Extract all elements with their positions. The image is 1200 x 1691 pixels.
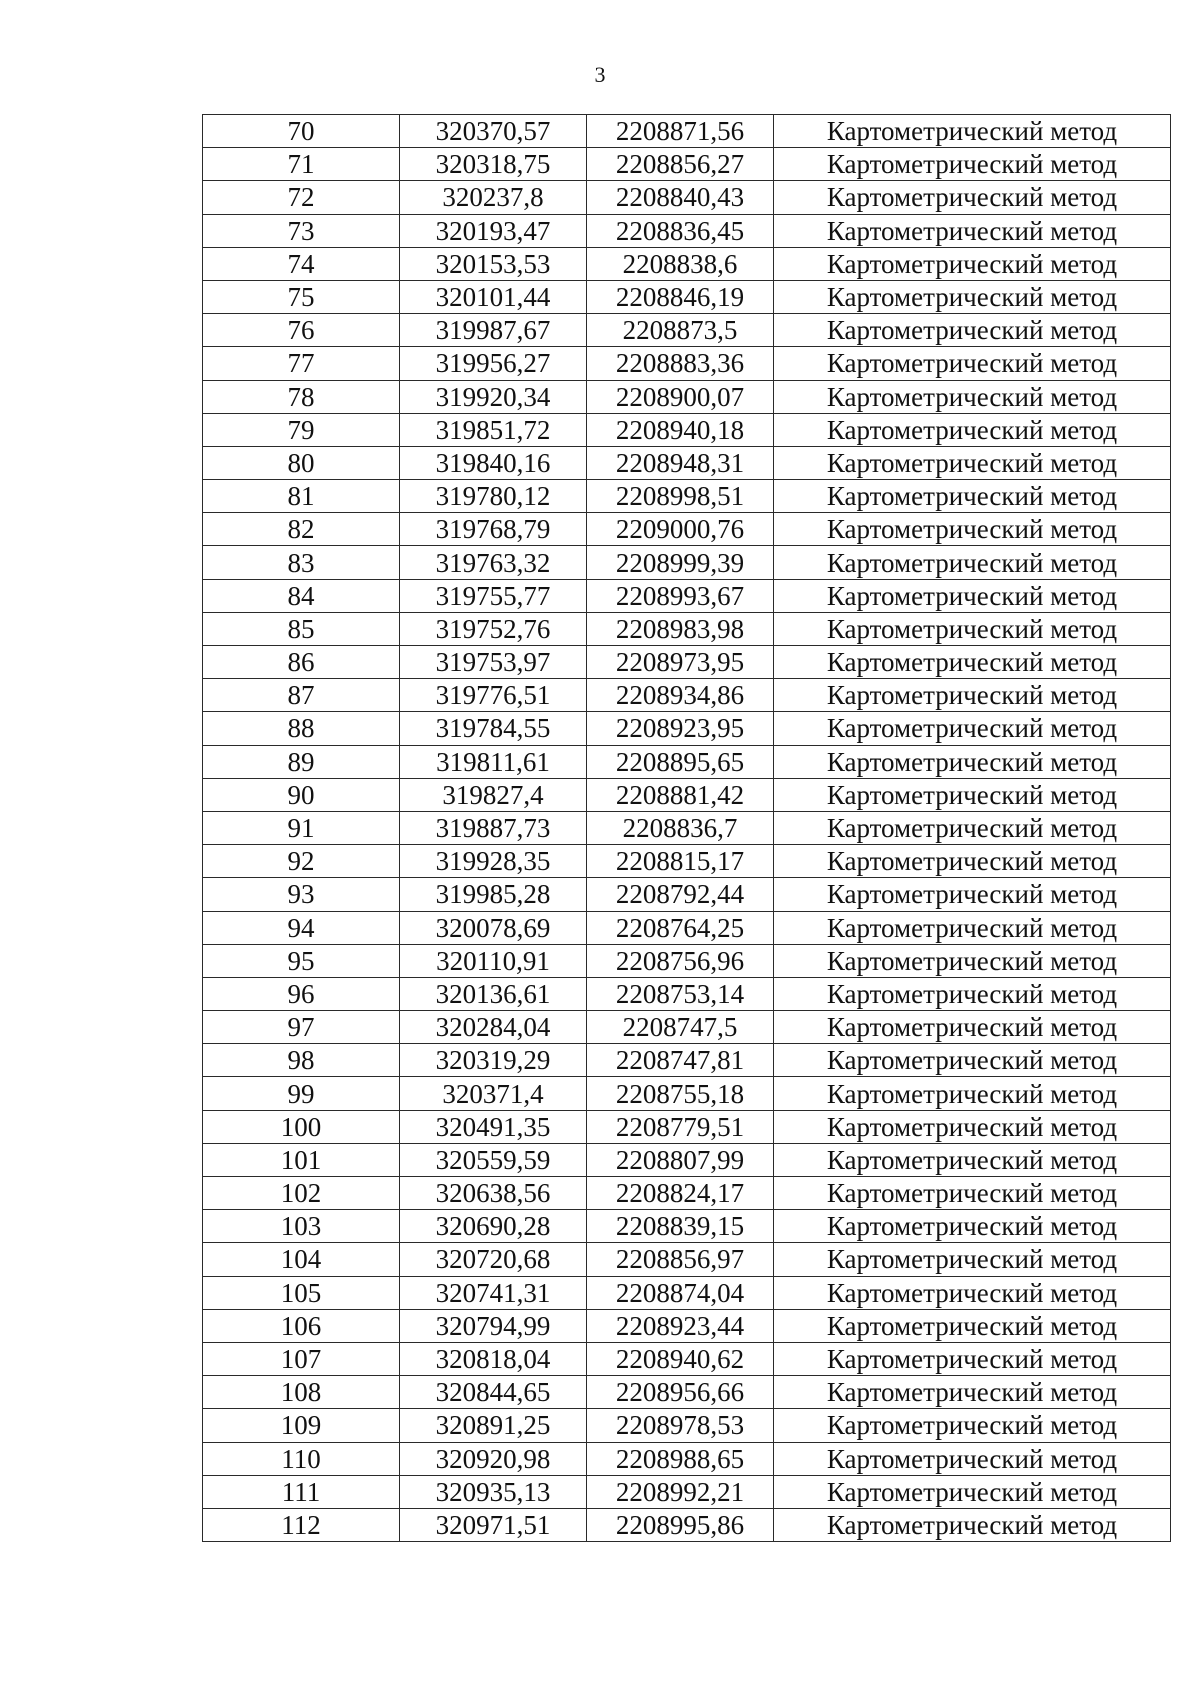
table-row bbox=[203, 1177, 1171, 1210]
x-coordinate-cell: 320891,25 bbox=[400, 1409, 587, 1442]
method-cell: Картометрический метод bbox=[774, 480, 1171, 513]
point-number-cell: 80 bbox=[203, 446, 400, 479]
method-cell: Картометрический метод bbox=[774, 446, 1171, 479]
x-coordinate-cell: 319887,73 bbox=[400, 811, 587, 844]
method-cell: Картометрический метод bbox=[774, 546, 1171, 579]
y-coordinate-cell: 2208874,04 bbox=[587, 1276, 774, 1309]
point-number-cell: 108 bbox=[203, 1376, 400, 1409]
method-cell: Картометрический метод bbox=[774, 1276, 1171, 1309]
point-number-cell: 81 bbox=[203, 480, 400, 513]
y-coordinate-cell: 2208779,51 bbox=[587, 1110, 774, 1143]
table-row bbox=[203, 1309, 1171, 1342]
x-coordinate-cell: 320370,57 bbox=[400, 115, 587, 148]
table-row bbox=[203, 1475, 1171, 1508]
x-coordinate-cell: 320844,65 bbox=[400, 1376, 587, 1409]
point-number-cell: 87 bbox=[203, 679, 400, 712]
table-row bbox=[203, 513, 1171, 546]
point-number-cell: 102 bbox=[203, 1177, 400, 1210]
method-cell: Картометрический метод bbox=[774, 1077, 1171, 1110]
method-cell: Картометрический метод bbox=[774, 181, 1171, 214]
point-number-cell: 88 bbox=[203, 712, 400, 745]
point-number-cell: 84 bbox=[203, 579, 400, 612]
table-row bbox=[203, 1508, 1171, 1541]
y-coordinate-cell: 2208988,65 bbox=[587, 1442, 774, 1475]
point-number-cell: 112 bbox=[203, 1508, 400, 1541]
point-number-cell: 73 bbox=[203, 214, 400, 247]
method-cell: Картометрический метод bbox=[774, 579, 1171, 612]
coordinates-table bbox=[202, 114, 1171, 1542]
x-coordinate-cell: 319755,77 bbox=[400, 579, 587, 612]
method-cell: Картометрический метод bbox=[774, 612, 1171, 645]
method-cell: Картометрический метод bbox=[774, 977, 1171, 1010]
x-coordinate-cell: 319827,4 bbox=[400, 778, 587, 811]
point-number-cell: 98 bbox=[203, 1044, 400, 1077]
method-cell: Картометрический метод bbox=[774, 513, 1171, 546]
method-cell: Картометрический метод bbox=[774, 347, 1171, 380]
table-row bbox=[203, 1442, 1171, 1475]
y-coordinate-cell: 2208883,36 bbox=[587, 347, 774, 380]
method-cell: Картометрический метод bbox=[774, 1210, 1171, 1243]
point-number-cell: 109 bbox=[203, 1409, 400, 1442]
point-number-cell: 82 bbox=[203, 513, 400, 546]
table-row bbox=[203, 115, 1171, 148]
point-number-cell: 71 bbox=[203, 148, 400, 181]
method-cell: Картометрический метод bbox=[774, 745, 1171, 778]
table-row bbox=[203, 944, 1171, 977]
method-cell: Картометрический метод bbox=[774, 1508, 1171, 1541]
table-row bbox=[203, 1342, 1171, 1375]
table-row bbox=[203, 679, 1171, 712]
method-cell: Картометрический метод bbox=[774, 1309, 1171, 1342]
point-number-cell: 99 bbox=[203, 1077, 400, 1110]
x-coordinate-cell: 319784,55 bbox=[400, 712, 587, 745]
point-number-cell: 91 bbox=[203, 811, 400, 844]
x-coordinate-cell: 320078,69 bbox=[400, 911, 587, 944]
table-row bbox=[203, 1409, 1171, 1442]
x-coordinate-cell: 320559,59 bbox=[400, 1143, 587, 1176]
y-coordinate-cell: 2208940,18 bbox=[587, 413, 774, 446]
method-cell: Картометрический метод bbox=[774, 247, 1171, 280]
point-number-cell: 70 bbox=[203, 115, 400, 148]
x-coordinate-cell: 319776,51 bbox=[400, 679, 587, 712]
x-coordinate-cell: 319753,97 bbox=[400, 646, 587, 679]
y-coordinate-cell: 2208999,39 bbox=[587, 546, 774, 579]
x-coordinate-cell: 319840,16 bbox=[400, 446, 587, 479]
y-coordinate-cell: 2208815,17 bbox=[587, 845, 774, 878]
x-coordinate-cell: 320318,75 bbox=[400, 148, 587, 181]
y-coordinate-cell: 2208871,56 bbox=[587, 115, 774, 148]
y-coordinate-cell: 2208807,99 bbox=[587, 1143, 774, 1176]
y-coordinate-cell: 2208856,27 bbox=[587, 148, 774, 181]
y-coordinate-cell: 2209000,76 bbox=[587, 513, 774, 546]
method-cell: Картометрический метод bbox=[774, 1376, 1171, 1409]
method-cell: Картометрический метод bbox=[774, 911, 1171, 944]
table-row bbox=[203, 314, 1171, 347]
point-number-cell: 103 bbox=[203, 1210, 400, 1243]
table-row bbox=[203, 712, 1171, 745]
x-coordinate-cell: 319763,32 bbox=[400, 546, 587, 579]
method-cell: Картометрический метод bbox=[774, 878, 1171, 911]
y-coordinate-cell: 2208824,17 bbox=[587, 1177, 774, 1210]
method-cell: Картометрический метод bbox=[774, 1011, 1171, 1044]
table-row bbox=[203, 546, 1171, 579]
y-coordinate-cell: 2208940,62 bbox=[587, 1342, 774, 1375]
y-coordinate-cell: 2208873,5 bbox=[587, 314, 774, 347]
table-row bbox=[203, 579, 1171, 612]
table-row bbox=[203, 911, 1171, 944]
y-coordinate-cell: 2208838,6 bbox=[587, 247, 774, 280]
method-cell: Картометрический метод bbox=[774, 778, 1171, 811]
x-coordinate-cell: 320237,8 bbox=[400, 181, 587, 214]
point-number-cell: 111 bbox=[203, 1475, 400, 1508]
method-cell: Картометрический метод bbox=[774, 148, 1171, 181]
table-row bbox=[203, 1044, 1171, 1077]
y-coordinate-cell: 2208755,18 bbox=[587, 1077, 774, 1110]
table-row bbox=[203, 347, 1171, 380]
table-row bbox=[203, 1143, 1171, 1176]
y-coordinate-cell: 2208992,21 bbox=[587, 1475, 774, 1508]
method-cell: Картометрический метод bbox=[774, 1044, 1171, 1077]
y-coordinate-cell: 2208983,98 bbox=[587, 612, 774, 645]
point-number-cell: 85 bbox=[203, 612, 400, 645]
point-number-cell: 76 bbox=[203, 314, 400, 347]
x-coordinate-cell: 319811,61 bbox=[400, 745, 587, 778]
x-coordinate-cell: 320110,91 bbox=[400, 944, 587, 977]
table-row bbox=[203, 778, 1171, 811]
y-coordinate-cell: 2208993,67 bbox=[587, 579, 774, 612]
point-number-cell: 79 bbox=[203, 413, 400, 446]
point-number-cell: 89 bbox=[203, 745, 400, 778]
point-number-cell: 107 bbox=[203, 1342, 400, 1375]
x-coordinate-cell: 320284,04 bbox=[400, 1011, 587, 1044]
method-cell: Картометрический метод bbox=[774, 679, 1171, 712]
method-cell: Картометрический метод bbox=[774, 1243, 1171, 1276]
x-coordinate-cell: 320690,28 bbox=[400, 1210, 587, 1243]
y-coordinate-cell: 2208881,42 bbox=[587, 778, 774, 811]
x-coordinate-cell: 319768,79 bbox=[400, 513, 587, 546]
point-number-cell: 92 bbox=[203, 845, 400, 878]
x-coordinate-cell: 320136,61 bbox=[400, 977, 587, 1010]
y-coordinate-cell: 2208747,81 bbox=[587, 1044, 774, 1077]
x-coordinate-cell: 320920,98 bbox=[400, 1442, 587, 1475]
method-cell: Картометрический метод bbox=[774, 1143, 1171, 1176]
point-number-cell: 75 bbox=[203, 280, 400, 313]
method-cell: Картометрический метод bbox=[774, 1177, 1171, 1210]
y-coordinate-cell: 2208836,45 bbox=[587, 214, 774, 247]
y-coordinate-cell: 2208995,86 bbox=[587, 1508, 774, 1541]
x-coordinate-cell: 319752,76 bbox=[400, 612, 587, 645]
method-cell: Картометрический метод bbox=[774, 1475, 1171, 1508]
table-row bbox=[203, 181, 1171, 214]
x-coordinate-cell: 320818,04 bbox=[400, 1342, 587, 1375]
y-coordinate-cell: 2208923,44 bbox=[587, 1309, 774, 1342]
method-cell: Картометрический метод bbox=[774, 280, 1171, 313]
x-coordinate-cell: 319851,72 bbox=[400, 413, 587, 446]
y-coordinate-cell: 2208764,25 bbox=[587, 911, 774, 944]
table-row bbox=[203, 612, 1171, 645]
y-coordinate-cell: 2208792,44 bbox=[587, 878, 774, 911]
y-coordinate-cell: 2208998,51 bbox=[587, 480, 774, 513]
point-number-cell: 77 bbox=[203, 347, 400, 380]
x-coordinate-cell: 319956,27 bbox=[400, 347, 587, 380]
table-row bbox=[203, 811, 1171, 844]
y-coordinate-cell: 2208836,7 bbox=[587, 811, 774, 844]
method-cell: Картометрический метод bbox=[774, 1409, 1171, 1442]
x-coordinate-cell: 319987,67 bbox=[400, 314, 587, 347]
y-coordinate-cell: 2208747,5 bbox=[587, 1011, 774, 1044]
x-coordinate-cell: 320491,35 bbox=[400, 1110, 587, 1143]
table-row bbox=[203, 1210, 1171, 1243]
table-row bbox=[203, 1243, 1171, 1276]
x-coordinate-cell: 320935,13 bbox=[400, 1475, 587, 1508]
table-row bbox=[203, 148, 1171, 181]
y-coordinate-cell: 2208840,43 bbox=[587, 181, 774, 214]
table-row bbox=[203, 1276, 1171, 1309]
y-coordinate-cell: 2208756,96 bbox=[587, 944, 774, 977]
table-row bbox=[203, 1376, 1171, 1409]
method-cell: Картометрический метод bbox=[774, 1342, 1171, 1375]
point-number-cell: 97 bbox=[203, 1011, 400, 1044]
y-coordinate-cell: 2208856,97 bbox=[587, 1243, 774, 1276]
point-number-cell: 101 bbox=[203, 1143, 400, 1176]
y-coordinate-cell: 2208846,19 bbox=[587, 280, 774, 313]
page-number: 3 bbox=[594, 62, 606, 87]
point-number-cell: 95 bbox=[203, 944, 400, 977]
table-row bbox=[203, 1011, 1171, 1044]
y-coordinate-cell: 2208753,14 bbox=[587, 977, 774, 1010]
point-number-cell: 94 bbox=[203, 911, 400, 944]
point-number-cell: 96 bbox=[203, 977, 400, 1010]
table-row bbox=[203, 1110, 1171, 1143]
y-coordinate-cell: 2208978,53 bbox=[587, 1409, 774, 1442]
method-cell: Картометрический метод bbox=[774, 646, 1171, 679]
point-number-cell: 78 bbox=[203, 380, 400, 413]
x-coordinate-cell: 319920,34 bbox=[400, 380, 587, 413]
table-row bbox=[203, 380, 1171, 413]
point-number-cell: 106 bbox=[203, 1309, 400, 1342]
x-coordinate-cell: 320741,31 bbox=[400, 1276, 587, 1309]
table-row bbox=[203, 1077, 1171, 1110]
method-cell: Картометрический метод bbox=[774, 845, 1171, 878]
method-cell: Картометрический метод bbox=[774, 1442, 1171, 1475]
x-coordinate-cell: 320720,68 bbox=[400, 1243, 587, 1276]
table-row bbox=[203, 878, 1171, 911]
x-coordinate-cell: 320193,47 bbox=[400, 214, 587, 247]
method-cell: Картометрический метод bbox=[774, 115, 1171, 148]
x-coordinate-cell: 320794,99 bbox=[400, 1309, 587, 1342]
point-number-cell: 110 bbox=[203, 1442, 400, 1475]
table-row bbox=[203, 977, 1171, 1010]
y-coordinate-cell: 2208973,95 bbox=[587, 646, 774, 679]
table-row bbox=[203, 845, 1171, 878]
table-row bbox=[203, 646, 1171, 679]
table-row bbox=[203, 247, 1171, 280]
y-coordinate-cell: 2208900,07 bbox=[587, 380, 774, 413]
point-number-cell: 86 bbox=[203, 646, 400, 679]
y-coordinate-cell: 2208934,86 bbox=[587, 679, 774, 712]
method-cell: Картометрический метод bbox=[774, 944, 1171, 977]
x-coordinate-cell: 320153,53 bbox=[400, 247, 587, 280]
x-coordinate-cell: 320638,56 bbox=[400, 1177, 587, 1210]
x-coordinate-cell: 320971,51 bbox=[400, 1508, 587, 1541]
table-row bbox=[203, 280, 1171, 313]
x-coordinate-cell: 320371,4 bbox=[400, 1077, 587, 1110]
method-cell: Картометрический метод bbox=[774, 811, 1171, 844]
point-number-cell: 83 bbox=[203, 546, 400, 579]
point-number-cell: 104 bbox=[203, 1243, 400, 1276]
x-coordinate-cell: 319928,35 bbox=[400, 845, 587, 878]
x-coordinate-cell: 320101,44 bbox=[400, 280, 587, 313]
method-cell: Картометрический метод bbox=[774, 1110, 1171, 1143]
y-coordinate-cell: 2208895,65 bbox=[587, 745, 774, 778]
x-coordinate-cell: 320319,29 bbox=[400, 1044, 587, 1077]
x-coordinate-cell: 319985,28 bbox=[400, 878, 587, 911]
y-coordinate-cell: 2208839,15 bbox=[587, 1210, 774, 1243]
method-cell: Картометрический метод bbox=[774, 712, 1171, 745]
x-coordinate-cell: 319780,12 bbox=[400, 480, 587, 513]
point-number-cell: 93 bbox=[203, 878, 400, 911]
point-number-cell: 100 bbox=[203, 1110, 400, 1143]
table-row bbox=[203, 413, 1171, 446]
table-row bbox=[203, 745, 1171, 778]
point-number-cell: 90 bbox=[203, 778, 400, 811]
method-cell: Картометрический метод bbox=[774, 380, 1171, 413]
table-row bbox=[203, 214, 1171, 247]
y-coordinate-cell: 2208923,95 bbox=[587, 712, 774, 745]
table-row bbox=[203, 446, 1171, 479]
method-cell: Картометрический метод bbox=[774, 413, 1171, 446]
y-coordinate-cell: 2208948,31 bbox=[587, 446, 774, 479]
point-number-cell: 72 bbox=[203, 181, 400, 214]
method-cell: Картометрический метод bbox=[774, 314, 1171, 347]
table-row bbox=[203, 480, 1171, 513]
point-number-cell: 74 bbox=[203, 247, 400, 280]
point-number-cell: 105 bbox=[203, 1276, 400, 1309]
y-coordinate-cell: 2208956,66 bbox=[587, 1376, 774, 1409]
method-cell: Картометрический метод bbox=[774, 214, 1171, 247]
coordinates-table-body bbox=[203, 115, 1171, 1542]
